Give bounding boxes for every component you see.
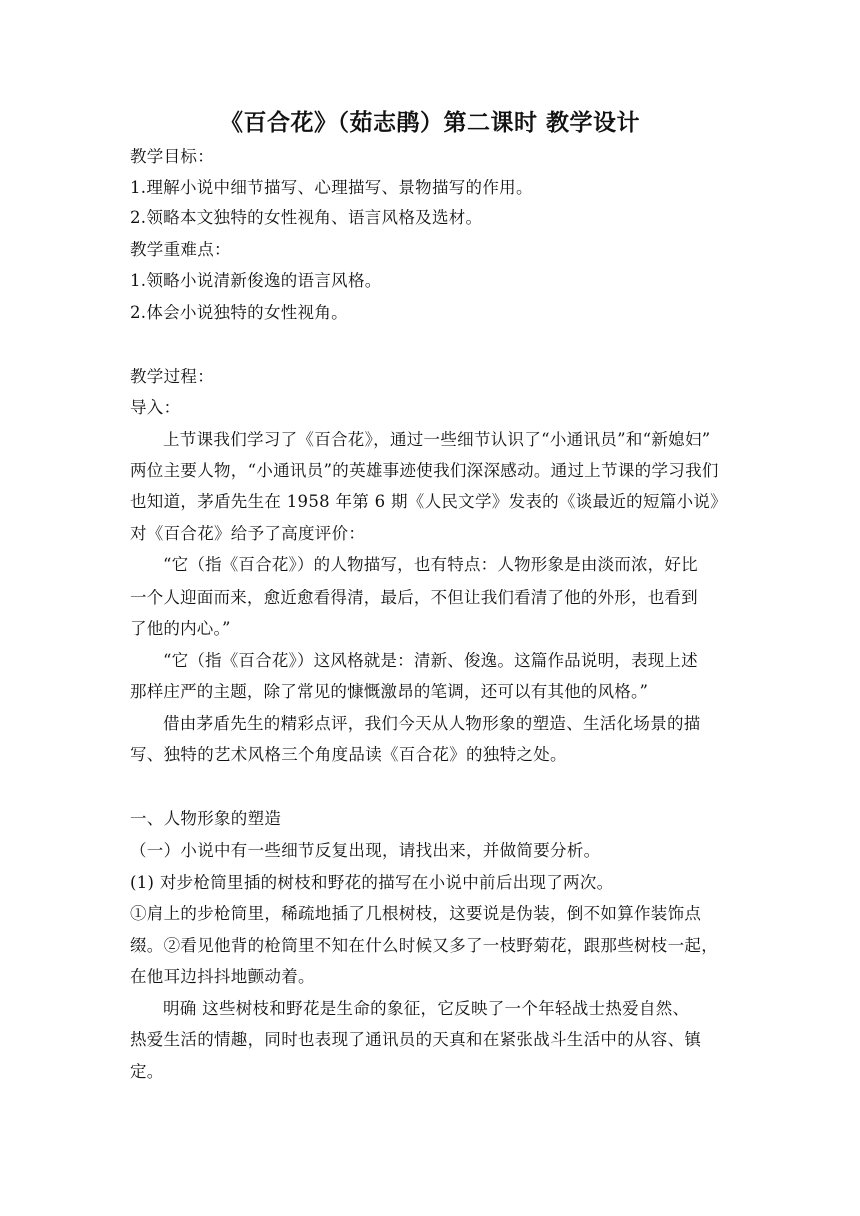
quote-line: 一个人迎面而来，愈近愈看得清，最后，不但让我们看清了他的外形，也看到 xyxy=(130,588,698,607)
question-line: （一）小说中有一些细节反复出现，请找出来，并做简要分析。 xyxy=(130,841,601,860)
paragraph-line: 也知道，茅盾先生在 1958 年第 6 期《人民文学》发表的《谈最近的短篇小说》 xyxy=(130,492,727,511)
paragraph-line: ①肩上的步枪筒里，稀疏地插了几根树枝，这要说是伪装，倒不如算作装饰点 xyxy=(130,904,702,923)
section-heading-process: 教学过程： xyxy=(130,367,214,386)
section-heading-key-points: 教学重难点： xyxy=(130,240,231,259)
paragraph-line: 在他耳边抖抖地颤动着。 xyxy=(130,967,315,986)
quote-line: 了他的内心。” xyxy=(130,619,231,638)
paragraph-line: 对《百合花》给予了高度评价： xyxy=(130,524,366,543)
paragraph-line: 借由茅盾先生的精彩点评，我们今天从人物形象的塑造、生活化场景的描 xyxy=(163,714,701,733)
answer-line: 明确 这些树枝和野花是生命的象征，它反映了一个年轻战士热爱自然、 xyxy=(163,999,690,1018)
section-heading-objectives: 教学目标： xyxy=(130,147,214,166)
key-point-item: 1.领略小说清新俊逸的语言风格。 xyxy=(130,271,382,290)
key-point-item: 2.体会小说独特的女性视角。 xyxy=(130,303,348,322)
answer-line: 热爱生活的情趣，同时也表现了通讯员的天真和在紧张战斗生活中的从容、镇 xyxy=(130,1030,702,1049)
paragraph-line: 上节课我们学习了《百合花》，通过一些细节认识了“小通讯员”和“新媳妇” xyxy=(163,430,711,449)
paragraph-line: (1) 对步枪筒里插的树枝和野花的描写在小说中前后出现了两次。 xyxy=(130,873,614,892)
quote-line: “它（指《百合花》）的人物描写，也有特点：人物形象是由淡而浓，好比 xyxy=(163,555,698,574)
objective-item: 2.领略本文独特的女性视角、语言风格及选材。 xyxy=(130,208,483,227)
answer-line: 定。 xyxy=(130,1062,164,1081)
paragraph-line: 缀。②看见他背的枪筒里不知在什么时候又多了一枝野菊花，跟那些树枝一起， xyxy=(130,936,718,955)
paragraph-line: 两位主要人物，“小通讯员”的英雄事迹使我们深深感动。通过上节课的学习我们 xyxy=(130,461,719,480)
objective-item: 1.理解小说中细节描写、心理描写、景物描写的作用。 xyxy=(130,178,533,197)
quote-line: 那样庄严的主题，除了常见的慷慨激昂的笔调，还可以有其他的风格。” xyxy=(130,682,649,701)
quote-line: “它（指《百合花》）这风格就是：清新、俊逸。这篇作品说明，表现上述 xyxy=(163,651,698,670)
subheading-intro: 导入： xyxy=(130,398,181,417)
section-heading-character: 一、人物形象的塑造 xyxy=(130,809,282,828)
document-title: 《百合花》（茹志鹃）第二课时 教学设计 xyxy=(219,109,640,136)
paragraph-line: 写、独特的艺术风格三个角度品读《百合花》的独特之处。 xyxy=(130,745,567,764)
